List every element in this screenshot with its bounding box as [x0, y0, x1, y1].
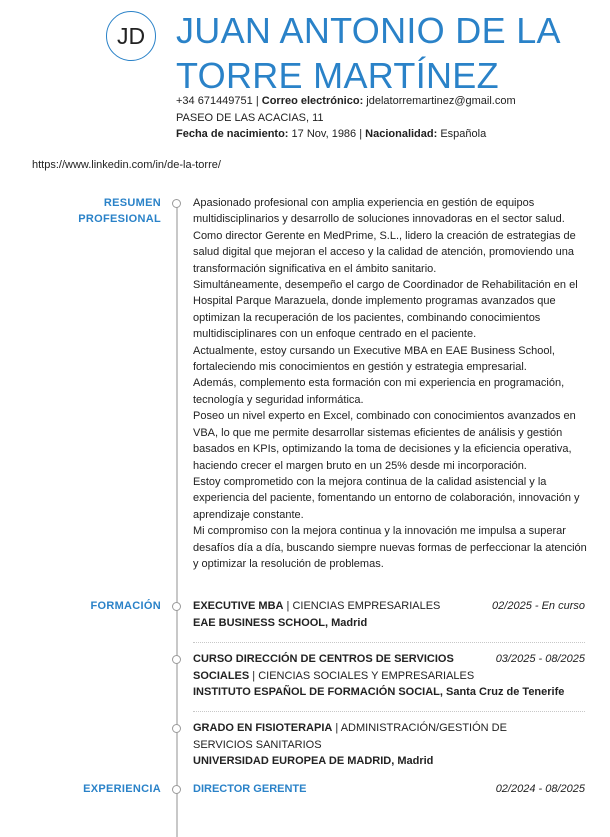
timeline-node [172, 655, 181, 664]
entry-header [193, 598, 585, 615]
nationality-label: Nacionalidad: [365, 128, 438, 140]
email: jdelatorremartinez@gmail.com [366, 95, 516, 107]
education-entry [193, 651, 585, 701]
candidate-name [176, 8, 596, 98]
degree: EXECUTIVE MBA [193, 600, 284, 612]
summary-label-line-2: PROFESIONAL [78, 213, 161, 225]
entry-date: 03/2025 - 08/2025 [495, 653, 585, 665]
phone: +34 671449751 [176, 95, 253, 107]
summary-section-label [78, 195, 161, 227]
birth-date: 17 Nov, 1986 [291, 128, 357, 140]
nationality: Española [440, 128, 487, 140]
summary-text [193, 195, 588, 572]
summary-paragraph: Mi compromiso con la mejora continua y la innovación me impulsa a superar desafíos día a día, buscando siempre nuevas formas de perfeccionar la atención y optimizar la resolución de problemas. [193, 525, 587, 570]
address: PASEO DE LAS ACACIAS, 11 [176, 111, 324, 124]
entry-header [193, 651, 585, 684]
field: ADMINISTRACIÓN/GESTIÓN DE SERVICIOS SANITARIOS [193, 722, 507, 751]
summary-paragraph: Apasionado profesional con amplia experiencia en gestión de equipos multidisciplinarios y desarrollo de soluciones innovadoras en el sector salud. Como director Gerente en MedPrime, S.L., lidero la creación de estrategias de salud digital que mejoran el acceso y la calidad de atención, promoviendo una transformación significativa en el ámbito sanitario. [193, 197, 576, 275]
entry-header [193, 781, 585, 798]
field: CIENCIAS EMPRESARIALES [292, 600, 441, 612]
timeline-line [176, 205, 178, 837]
linkedin-link[interactable]: https://www.linkedin.com/in/de-la-torre/ [32, 159, 221, 171]
contact-line-1 [176, 93, 596, 110]
timeline-node [172, 785, 181, 794]
contact-block [176, 93, 596, 143]
entry-divider [193, 642, 585, 643]
entry-date: 02/2024 - 08/2025 [495, 783, 585, 795]
summary-paragraph: Poseo un nivel experto en Excel, combinado con conocimientos avanzados en VBA, lo que me permite desarrollar sistemas eficientes de análisis y gestión basados en KPIs, optimizando la toma de decisiones y la eficiencia operativa, haciendo crecer el margen bruto en un 25% desde mi incorporación. [193, 410, 576, 472]
separator: | [255, 95, 259, 107]
name-line-1: JUAN ANTONIO DE LA [176, 10, 561, 51]
separator: | [359, 128, 363, 140]
job-title: DIRECTOR GERENTE [193, 783, 307, 795]
field: CIENCIAS SOCIALES Y EMPRESARIALES [258, 669, 475, 682]
entry-title: GRADO EN FISIOTERAPIA | ADMINISTRACIÓN/GESTIÓN DE SERVICIOS SANITARIOS [193, 722, 507, 751]
summary-paragraph: Actualmente, estoy cursando un Executive MBA en EAE Business School, fortaleciendo mis conocimientos en gestión y estrategia empresarial. [193, 344, 555, 374]
email-label: Correo electrónico: [261, 95, 364, 107]
summary-paragraph: Estoy comprometido con la mejora continua de la calidad asistencial y la experiencia del paciente, fomentando un entorno de colaboración, innovación y aprendizaje constante. [193, 475, 580, 521]
contact-line-3 [176, 126, 596, 143]
education-entry [193, 720, 585, 770]
entry-title: EXECUTIVE MBA | CIENCIAS EMPRESARIALES [193, 600, 441, 612]
summary-label-line-1: RESUMEN [103, 197, 161, 209]
name-line-2: TORRE MARTÍNEZ [176, 55, 499, 96]
entry-title: CURSO DIRECCIÓN DE CENTROS DE SERVICIOS SOCIALES | CIENCIAS SOCIALES Y EMPRESARIALES [193, 653, 475, 682]
entry-divider [193, 711, 585, 712]
timeline-node [172, 602, 181, 611]
summary-paragraph: Simultáneamente, desempeño el cargo de Coordinador de Rehabilitación en el Hospital Parque Marazuela, donde implemento programas avanzados que optimizan la recuperación de los pacientes, combinando conocimientos multidisciplinares con un enfoque centrado en el paciente. [193, 279, 578, 341]
degree: GRADO EN FISIOTERAPIA [193, 722, 333, 734]
summary-paragraph: Además, complemento esta formación con mi experiencia en programación, tecnología y seguridad informática. [193, 377, 565, 406]
birth-label: Fecha de nacimiento: [176, 128, 289, 140]
institution: EAE BUSINESS SCHOOL, Madrid [193, 616, 368, 629]
degree: CURSO DIRECCIÓN DE CENTROS DE SERVICIOS SOCIALES [193, 653, 454, 682]
institution: UNIVERSIDAD EUROPEA DE MADRID, Madrid [193, 755, 434, 767]
entry-header [193, 720, 585, 753]
timeline-node [172, 199, 181, 208]
entry-date: 02/2025 - En curso [492, 600, 585, 612]
education-entry [193, 598, 585, 631]
avatar [106, 11, 156, 61]
timeline-node [172, 724, 181, 733]
avatar-initials: JD [116, 22, 146, 49]
experience-entry [193, 781, 585, 798]
institution: INSTITUTO ESPAÑOL DE FORMACIÓN SOCIAL, Santa Cruz de Tenerife [193, 686, 565, 698]
experience-section-label: EXPERIENCIA [83, 783, 161, 795]
education-section-label: FORMACIÓN [90, 600, 161, 612]
